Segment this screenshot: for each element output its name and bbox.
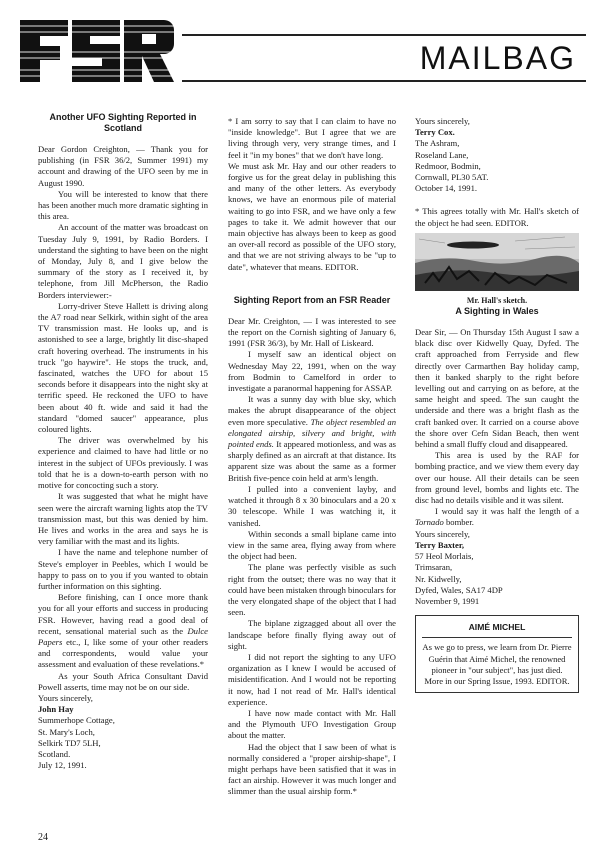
paragraph: Dear Mr. Creighton, — I was interested to see the report on the Cornish sighting of January 6, 1991 (FSR 36/3), by Mr. Hall of Liskeard.: [228, 315, 396, 349]
signoff: Yours sincerely,: [415, 116, 470, 126]
paragraph: You will be interested to know that there has been another much more dramatic sighting in this area.: [38, 188, 208, 222]
sketch-photo: [415, 233, 579, 291]
address-line: October 14, 1991.: [415, 183, 478, 194]
paragraph: [38, 592, 208, 670]
paragraph: The driver was overwhelmed by his experience and claimed to have had little or no interest in the subject of UFOs previously. I was told that he is a down-to-earth person with no motive for concocting such a story.: [38, 435, 208, 491]
notice-heading: AIMÉ MICHEL: [422, 622, 572, 638]
paragraph: Dear Sir, — On Thursday 15th August I saw a black disc over Kidwelly Quay, Dyfed. The craft approached from Ferryside and flew directly over Carmarthen Bay holiday camp, then it banked sharply to the right before levelling out and carrying on as before, at the same height and speed. The sun caught the underside and there was a bright flash as the craft banked over. It carried on a course above the shore over Cefn Sidan Beach, then went behind a small fluffy cloud and disappeared.: [415, 327, 579, 450]
column-3: [415, 116, 579, 693]
paragraph: The plane was perfectly visible as such right from the outset; there was no way that it could have been mistaken through binoculars for the very elongated shape of the object that I had seen.: [228, 562, 397, 618]
paragraph: I pulled into a convenient layby, and watched it through 8 x 30 binoculars and a 20 x 30 telescope. While I was watching it, it vanished.: [228, 483, 396, 528]
photo-caption: Mr. Hall's sketch.: [466, 295, 528, 305]
editor-note: * This agrees totally with Mr. Hall's sketch of the object he had seen. EDITOR.: [415, 206, 579, 228]
address-line: Nr. Kidwelly,: [415, 573, 462, 584]
editor-note: We must ask Mr. Hay and our other readers to forgive us for the great delay in publishing this and many of the other letters. As everybody knows, we have an enormous pile of material waiting to go into FSR, and we have only a few pages to take it. We admit however that our main objective has always been to keep as good an over-all record as possible of the UFO story, and that we are not striving always to be "up to date", whatever that means. EDITOR.: [228, 160, 396, 272]
author-name: Terry Cox.: [415, 127, 455, 138]
paragraph-text: bomber.: [443, 517, 474, 528]
address-line: July 12, 1991.: [38, 760, 87, 771]
paragraph: I have the name and telephone number of Steve's employer in Peebles, which I would be happy to pass on to you if you wanted to obtain further information on this sighting.: [38, 547, 208, 591]
paragraph-text: I would say it was half the length of a: [435, 506, 579, 517]
paragraph: I myself saw an identical object on Wednesday May 22, 1991, when on the way from Bodmin to Camelford in order to investigate a paranormal happening for ASSAP.: [228, 349, 396, 394]
paragraph: [415, 506, 579, 528]
paragraph: Had the object that I saw been of what is normally considered a "proper airship-shape", I might perhaps have been satisfied that it was in fact an airship. However it was much longer and slimmer than the usual airship form.*: [228, 741, 396, 797]
signoff: Yours sincerely,: [38, 692, 93, 703]
address-line: Selkirk TD7 5LH,: [38, 737, 101, 748]
address-line: St. Mary's Loch,: [38, 726, 95, 737]
paragraph: I have now made contact with Mr. Hall and the Plymouth UFO Investigation Group about the matter.: [228, 707, 396, 741]
address-line: Dyfed, Wales, SA17 4DP: [415, 584, 503, 595]
paragraph: It was suggested that what he might have seen were the aircraft warning lights atop the TV transmission mast, but this was denied by him. He lives and works in the area and says he is very familiar with the mast and its lights.: [38, 491, 208, 547]
address-line: 57 Heol Morlais,: [415, 551, 474, 562]
paragraph: [228, 394, 396, 484]
italic-text: Tornado: [415, 517, 444, 528]
address-line: Redmoor, Bodmin,: [415, 160, 481, 171]
author-name: Terry Baxter,: [415, 539, 465, 550]
paragraph: As your South Africa Consultant David Powell asserts, time may not be on our side.: [38, 670, 208, 692]
address-line: Cornwall, PL30 5AT.: [415, 172, 489, 183]
notice-text: As we go to press, we learn from Dr. Pierre Guérin that Aimé Michel, the renowned pioneer in "our subject", has just died. More in our Spring Issue, 1993. EDITOR.: [422, 642, 572, 686]
paragraph: Lorry-driver Steve Hallett is driving along the A7 road near Selkirk, within sight of the area TV transmission mast. He looks up, and is astonished to see a large, brightly lit disc-shaped craft hovering overhead. The instruments in his truck "go haywire". He stops the truck, and, fascinated, watches the UFO for about 15 seconds before it disappears into the night sky at terrific speed. He reckoned the UFO to have been about 40 ft. wide and said it had the standard "domed saucer" appearance, plus coloured lights.: [38, 300, 208, 435]
article-heading: Another UFO Sighting Reported in Scotland: [49, 112, 197, 133]
italic-text: The object resembled an elongated airship, silvery and bright, with pointed ends.: [228, 416, 396, 450]
paragraph: Dear Gordon Creighton, — Thank you for publishing (in FSR 36/2, Summer 1991) my account and drawing of the UFO seen by me in August 1990.: [38, 144, 208, 188]
paragraph-text: It appeared motionless, and was as sharply defined as an aircraft at that distance. Its apparent size was about the same as a former British five-pence coin held at arm's length.: [228, 439, 397, 483]
column-2: [228, 116, 396, 798]
author-name: John Hay: [38, 704, 74, 715]
address-line: Roseland Lane,: [415, 149, 469, 160]
paragraph: I did not report the sighting to any UFO organization as I knew I would be accused of misidentification. And I would not be reporting it now, had I not read of Mr. Hall's identical experience.: [228, 651, 396, 707]
column-1: [38, 112, 208, 771]
article-heading: Sighting Report from an FSR Reader: [233, 294, 391, 305]
sketch-photo-image: [415, 233, 579, 291]
page-number: 24: [38, 832, 48, 843]
signoff: Yours sincerely,: [415, 528, 470, 539]
address-line: Trimsaran,: [415, 562, 453, 573]
page-title: MAILBAG: [419, 39, 576, 76]
paragraph-text: It was a sunny day with blue sky, which makes the abrupt disappearance of the object even more speculative.: [228, 394, 396, 427]
fsr-logo-graphic: [14, 12, 174, 90]
article-heading: A Sighting in Wales: [455, 306, 539, 317]
masthead: [14, 12, 588, 90]
fsr-logo: [14, 12, 174, 90]
paragraph: The biplane zigzagged about all over the landscape before finally flying away out of sight.: [228, 618, 396, 651]
address-line: Summerhope Cottage,: [38, 715, 115, 726]
paragraph: An account of the matter was broadcast on Tuesday July 9, 1991, by Radio Borders. I understand the sighting to have been on the night of Monday, July 8, and I give below the summary of the story as I received it, by telephone, from Jill McPherson, the Radio Borders interviewer:-: [38, 222, 208, 300]
notice-box: [415, 615, 579, 693]
mailbag-title-box: [182, 34, 586, 82]
paragraph: This area is used by the RAF for bombing practice, and we view them every day over our house. All their details can be seen from ground level, bombs and lights etc. The disc had no details visible and it was silent.: [415, 450, 579, 506]
paragraph-text: etc., I, like some of your other readers and correspondents, would value your assessment and evaluation of these revelations.*: [38, 636, 208, 670]
editor-note: * I am sorry to say that I can claim to have no "inside knowledge". But I agree that we are living through very, very strange times, and I feel it "in my bones" that we don't have long.: [228, 116, 396, 160]
paragraph-text: Before finishing, can I once more thank you for all your efforts and success in producing FSR. However, having read a good deal of recent, sensational material such as the: [38, 592, 208, 636]
paragraph: Within seconds a small biplane came into view in the same area, flying away from where the object had been.: [228, 528, 396, 562]
address-line: Scotland.: [38, 748, 71, 759]
address-line: November 9, 1991: [415, 595, 480, 606]
address-line: The Ashram,: [415, 138, 460, 149]
italic-title: Dulce Papers: [38, 625, 208, 647]
